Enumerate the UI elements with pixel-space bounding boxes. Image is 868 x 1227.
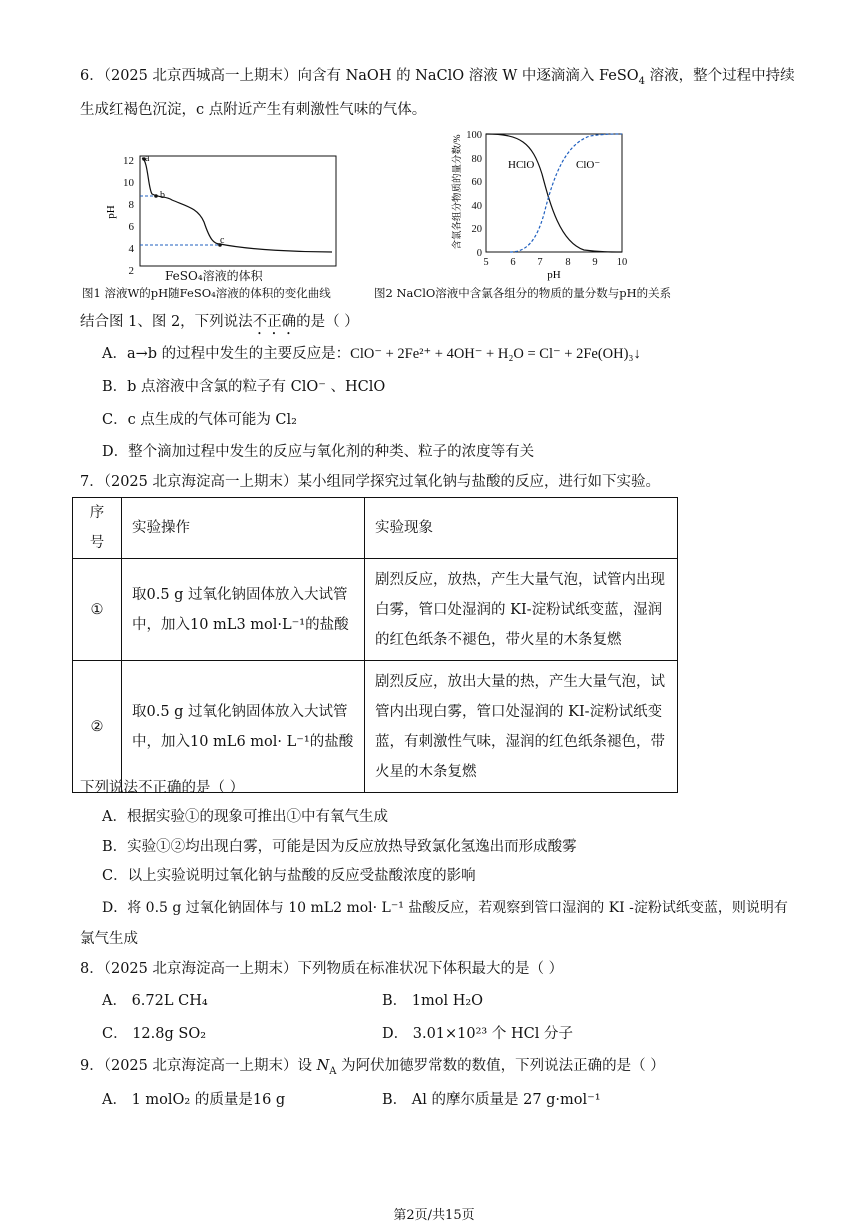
- fig1-ytick: 12: [123, 155, 134, 167]
- row-operation: 取0.5 g 过氧化钠固体放入大试管中，加入10 mL6 mol· L⁻¹的盐酸: [122, 661, 365, 793]
- fig2-ytick: 60: [471, 177, 482, 188]
- fig2-xtick: 8: [565, 257, 571, 268]
- q8-option-c: C． 12.8g SO₂: [102, 1026, 207, 1042]
- q7-option-c: C．以上实验说明过氧化钠与盐酸的反应受盐酸浓度的影响: [102, 868, 476, 884]
- fig1-xlabel: FeSO₄溶液的体积: [165, 269, 263, 283]
- q6-option-c: C．c 点生成的气体可能为 Cl₂: [102, 412, 297, 428]
- q6-question: 结合图 1、图 2，下列说法不正确的是（ ）: [80, 314, 359, 330]
- fig2-hclo-label: HClO: [508, 159, 535, 171]
- table-row: [73, 661, 678, 793]
- q6-stem-line2: 生成红褐色沉淀，c 点附近产生有刺激性气味的气体。: [80, 102, 427, 118]
- q6-option-a: A．a→b 的过程中发生的主要反应是：ClO⁻ + 2Fe²⁺ + 4OH⁻ + H₂O = Cl⁻ + 2Fe(OH)₃↓: [102, 346, 641, 362]
- fig1-label-c: c: [220, 235, 225, 246]
- q6-option-d: D．整个滴加过程中发生的反应与氧化剂的种类、粒子的浓度等有关: [102, 444, 535, 460]
- fig2-xtick: 5: [483, 257, 489, 268]
- row-phenomenon: 剧烈反应，放出大量的热，产生大量气泡，试管内出现白雾，管口处湿润的 KI-淀粉试纸变蓝，有刺激性气味，湿润的红色纸条褪色，带火星的木条复燃: [365, 661, 678, 793]
- q7-option-b: B．实验①②均出现白雾，可能是因为反应放热导致氯化氢逸出而形成酸雾: [102, 839, 577, 855]
- fig1-ytick: 4: [128, 243, 134, 255]
- q8-option-a: A． 6.72L CH₄: [102, 993, 208, 1009]
- q9-option-b: B． Al 的摩尔质量是 27 g·mol⁻¹: [382, 1092, 601, 1108]
- fig1-ylabel: pH: [105, 205, 117, 219]
- q7-experiment-table: [72, 497, 678, 793]
- fig1-curve: [142, 158, 332, 252]
- fig1-ytick: 2: [128, 265, 134, 277]
- fig1-point-b: [154, 194, 158, 198]
- fig1-caption: 图1 溶液W的pH随FeSO₄溶液的体积的变化曲线: [82, 286, 331, 300]
- q6-stem-line1: 6．（2025 北京西城高一上期末）向含有 NaOH 的 NaClO 溶液 W 中逐滴滴入 FeSO$_4$ 溶液，整个过程中持续: [80, 68, 795, 87]
- table-header-phenomenon: 实验现象: [365, 498, 678, 559]
- q7-question: 下列说法不正确的是（ ）: [80, 780, 245, 796]
- fig1-ytick: 6: [128, 221, 134, 233]
- fig2-caption: 图2 NaClO溶液中含氯各组分的物质的量分数与pH的关系: [374, 286, 672, 300]
- figure2-fraction-chart: [450, 124, 650, 282]
- fig2-xtick: 10: [616, 257, 628, 268]
- fig2-ytick: 0: [476, 248, 482, 259]
- fig1-ytick: 10: [123, 177, 134, 189]
- fig2-xtick: 6: [510, 257, 516, 268]
- q8-stem: 8．（2025 北京海淀高一上期末）下列物质在标准状况下体积最大的是（ ）: [80, 961, 564, 977]
- table-header-operation: 实验操作: [122, 498, 365, 559]
- q7-option-a: A．根据实验①的现象可推出①中有氧气生成: [102, 809, 388, 825]
- fig2-ytick: 100: [466, 130, 482, 141]
- table-row: [73, 559, 678, 661]
- fig2-ylabel: 含氯各组分物质的量分数/%: [453, 134, 463, 250]
- q7-option-d-line1: D．将 0.5 g 过氧化钠固体与 10 mL2 mol· L⁻¹ 盐酸反应，若观察到管口湿润的 KI -淀粉试纸变蓝，则说明有: [102, 900, 788, 916]
- q9-stem: 9．（2025 北京海淀高一上期末）设 $N_A$ 为阿伏加德罗常数的数值，下列说法正确的是（ ）: [80, 1058, 665, 1077]
- table-header-index: 序号: [73, 498, 122, 559]
- fig1-label-a: a: [145, 153, 150, 164]
- q6-option-b: B．b 点溶液中含氯的粒子有 ClO⁻ 、HClO: [102, 379, 386, 395]
- page-footer: 第2页/共15页: [393, 1208, 475, 1223]
- q7-option-d-line2: 氯气生成: [80, 931, 138, 947]
- q8-option-d: D． 3.01×10²³ 个 HCl 分子: [382, 1026, 573, 1042]
- q8-option-b: B． 1mol H₂O: [382, 993, 484, 1009]
- fig2-clo-label: ClO⁻: [576, 159, 601, 171]
- fig1-ytick: 8: [128, 199, 134, 211]
- fig2-ytick: 80: [471, 154, 482, 165]
- fig2-xtick: 9: [592, 257, 598, 268]
- fig2-ytick: 40: [471, 201, 482, 212]
- row-operation: 取0.5 g 过氧化钠固体放入大试管中，加入10 mL3 mol·L⁻¹的盐酸: [122, 559, 365, 661]
- fig1-label-b: b: [160, 190, 165, 201]
- fig2-ytick: 20: [471, 224, 482, 235]
- fig2-xlabel: pH: [547, 269, 561, 281]
- q7-stem: 7．（2025 北京海淀高一上期末）某小组同学探究过氧化钠与盐酸的反应，进行如下实验。: [80, 474, 660, 490]
- row-index: ②: [73, 661, 122, 793]
- q9-option-a: A． 1 molO₂ 的质量是16 g: [102, 1092, 286, 1108]
- row-index: ①: [73, 559, 122, 661]
- row-phenomenon: 剧烈反应，放热，产生大量气泡，试管内出现白雾，管口处湿润的 KI-淀粉试纸变蓝，湿润的红色纸条不褪色，带火星的木条复燃: [365, 559, 678, 661]
- fig2-hclo-curve: [486, 134, 622, 252]
- fig2-xtick: 7: [537, 257, 543, 268]
- fig2-clo-curve: [510, 134, 622, 252]
